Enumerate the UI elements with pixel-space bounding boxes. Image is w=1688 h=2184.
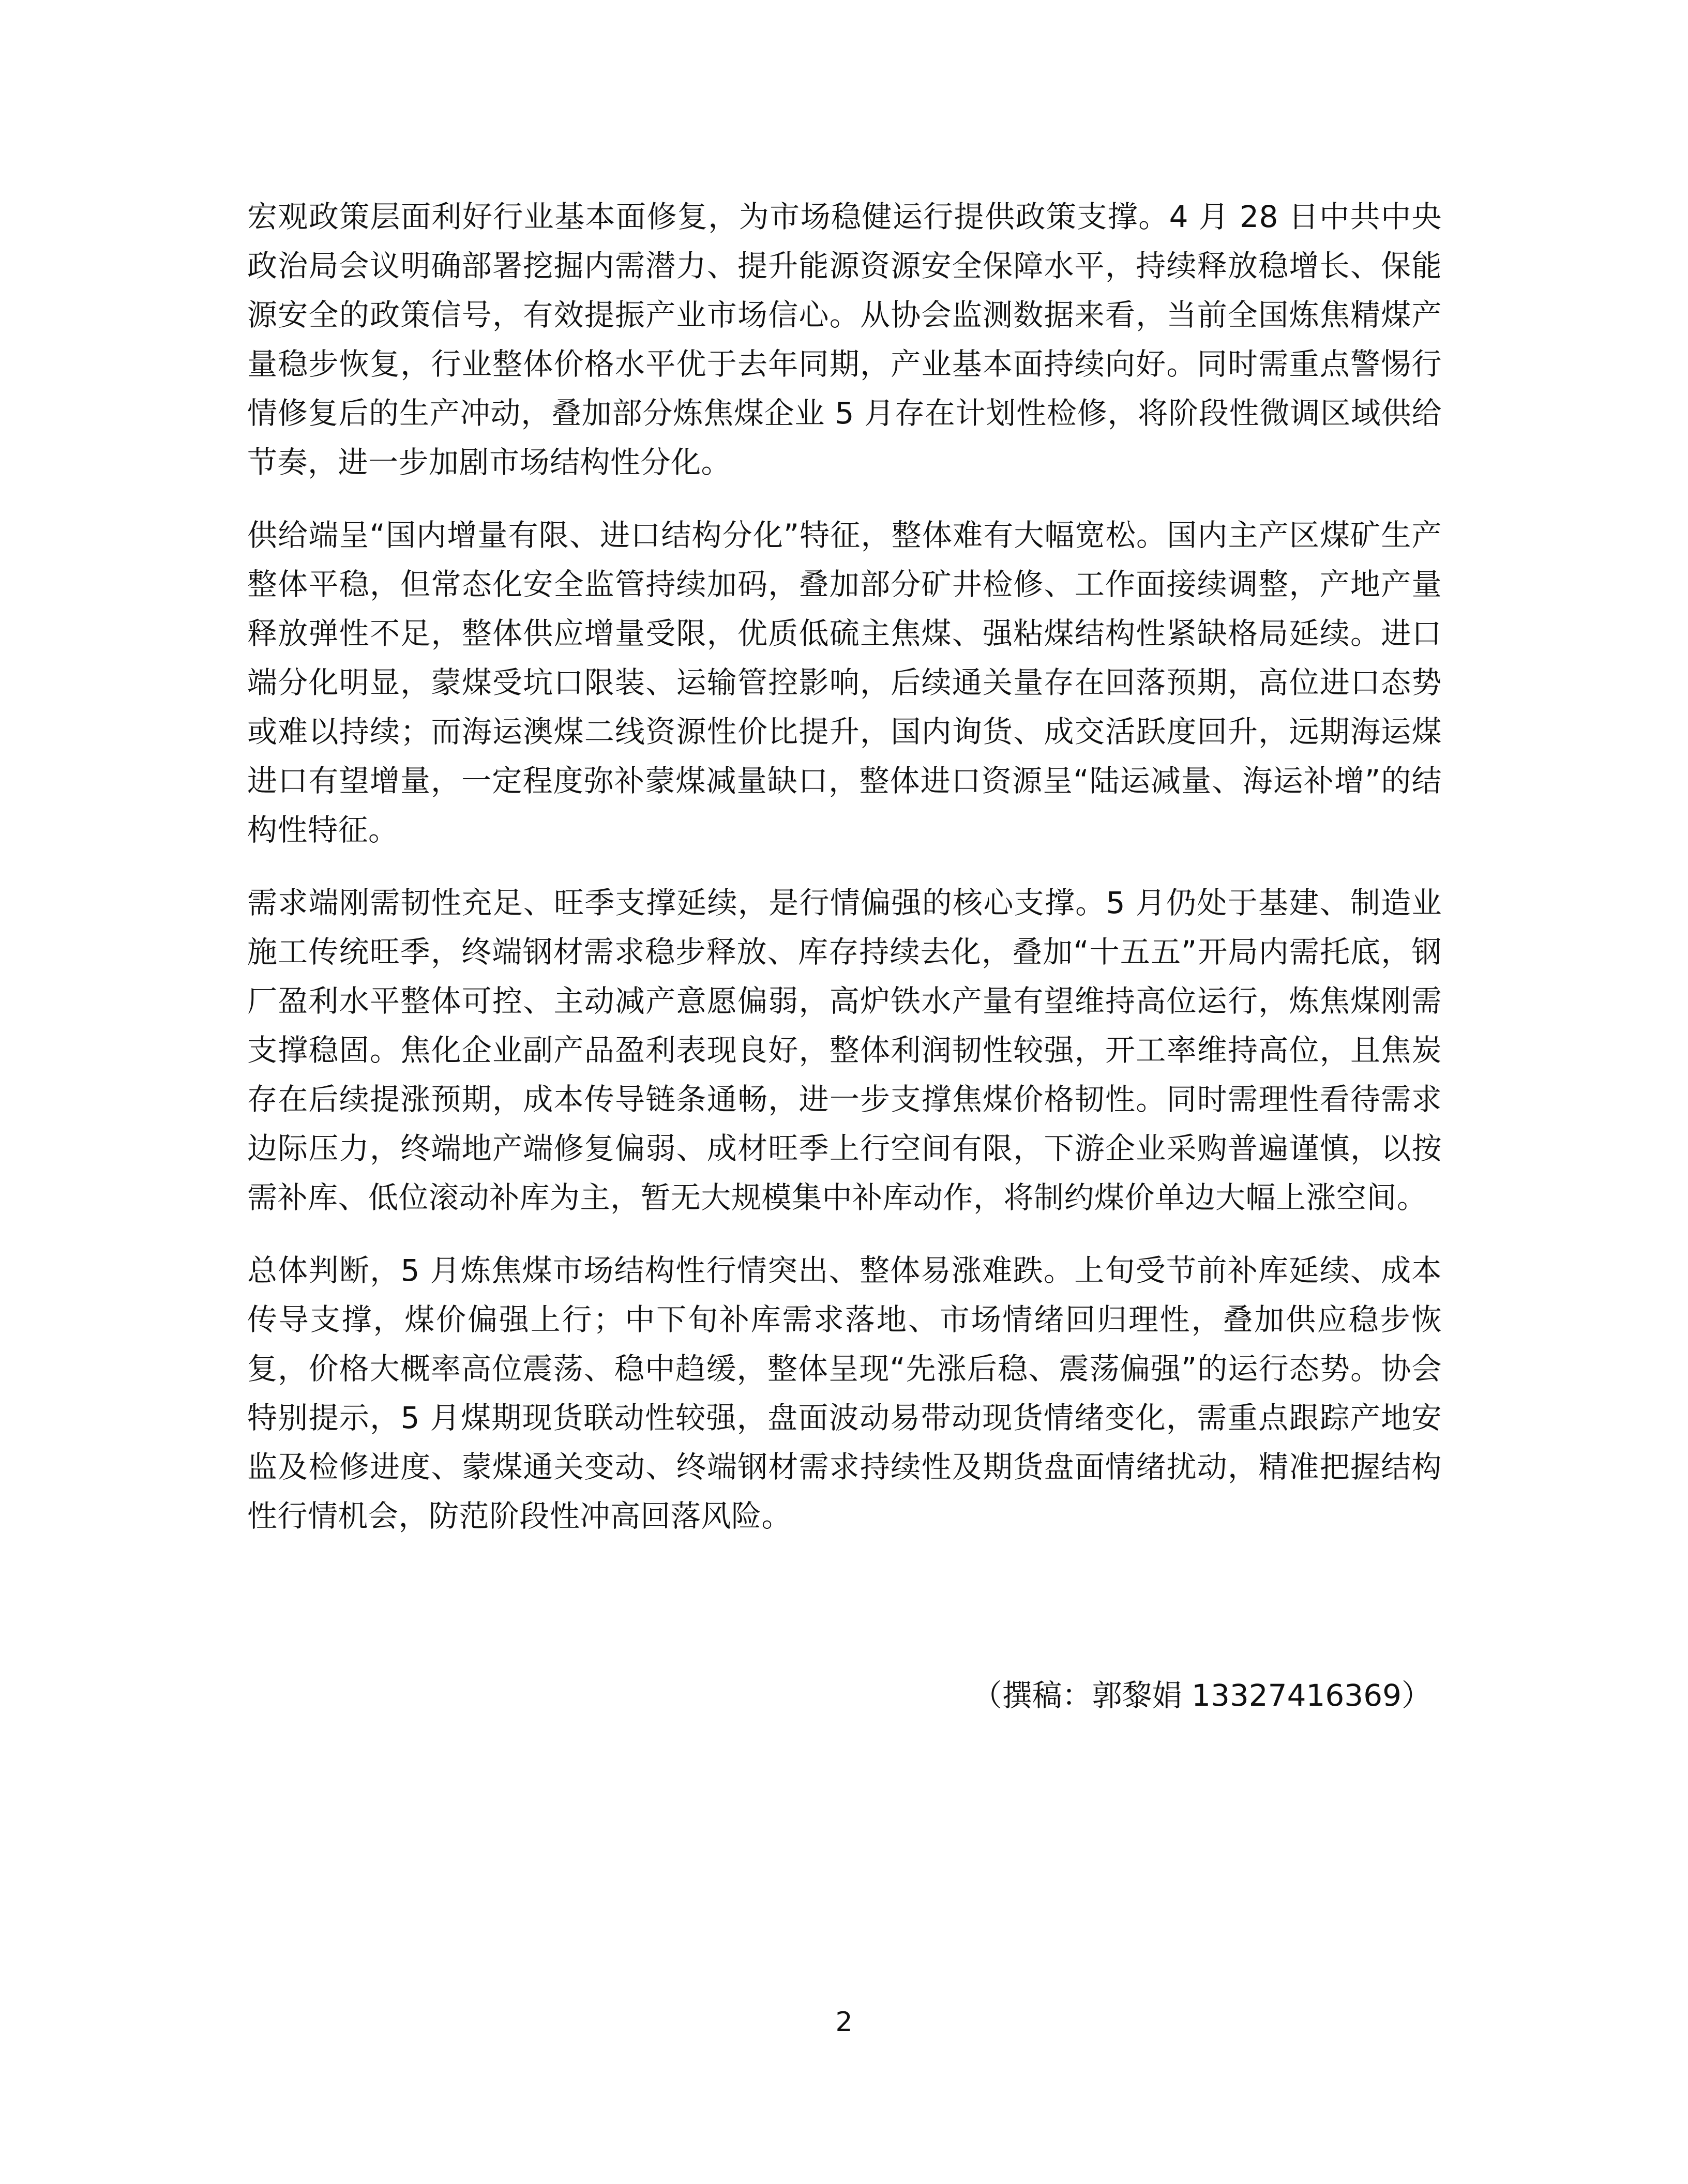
page-number: 2 [835, 2007, 853, 2038]
paragraph-supply-side: 供给端呈“国内增量有限、进口结构分化”特征，整体难有大幅宽松。国内主产区煤矿生产整体平稳，但常态化安全监管持续加码，叠加部分矿井检修、工作面接续调整，产地产量释放弹性不足，整体供应增量受限，优质低硫主焦煤、强粘煤结构性紧缺格局延续。进口端分化明显，蒙煤受坑口限装、运输管控影响，后续通关量存在回落预期，高位进口态势或难以持续；而海运澳煤二线资源性价比提升，国内询货、成交活跃度回升，远期海运煤进口有望增量，一定程度弥补蒙煤减量缺口，整体进口资源呈“陆运减量、海运补增”的结构性特征。 [247, 518, 1442, 847]
author-signature: （撰稿：郭黎娟 13327416369） [972, 1678, 1431, 1713]
paragraph-macro-policy: 宏观政策层面利好行业基本面修复，为市场稳健运行提供政策支撑。4 月 28 日中共中央政治局会议明确部署挖掘内需潜力、提升能源资源安全保障水平，持续释放稳增长、保能源安全的政策信号，有效提振产业市场信心。从协会监测数据来看，当前全国炼焦精煤产量稳步恢复，行业整体价格水平优于去年同期，产业基本面持续向好。同时需重点警惕行情修复后的生产冲动，叠加部分炼焦煤企业 5 月存在计划性检修，将阶段性微调区域供给节奏，进一步加剧市场结构性分化。 [247, 199, 1442, 480]
signature-row [247, 1671, 1442, 1723]
paragraph-overall-judgment: 总体判断，5 月炼焦煤市场结构性行情突出、整体易涨难跌。上旬受节前补库延续、成本传导支撑，煤价偏强上行；中下旬补库需求落地、市场情绪回归理性，叠加供应稳步恢复，价格大概率高位震荡、稳中趋缓，整体呈现“先涨后稳、震荡偏强”的运行态势。协会特别提示，5 月煤期现货联动性较强，盘面波动易带动现货情绪变化，需重点跟踪产地安监及检修进度、蒙煤通关变动、终端钢材需求持续性及期货盘面情绪扰动，精准把握结构性行情机会，防范阶段性冲高回落风险。 [247, 1253, 1442, 1534]
document-body [247, 192, 1442, 1565]
paragraph-demand-side: 需求端刚需韧性充足、旺季支撑延续，是行情偏强的核心支撑。5 月仍处于基建、制造业施工传统旺季，终端钢材需求稳步释放、库存持续去化，叠加“十五五”开局内需托底，钢厂盈利水平整体可控、主动减产意愿偏弱，高炉铁水产量有望维持高位运行，炼焦煤刚需支撑稳固。焦化企业副产品盈利表现良好，整体利润韧性较强，开工率维持高位，且焦炭存在后续提涨预期，成本传导链条通畅，进一步支撑焦煤价格韧性。同时需理性看待需求边际压力，终端地产端修复偏弱、成材旺季上行空间有限，下游企业采购普遍谨慎，以按需补库、低位滚动补库为主，暂无大规模集中补库动作，将制约煤价单边大幅上涨空间。 [247, 885, 1442, 1215]
